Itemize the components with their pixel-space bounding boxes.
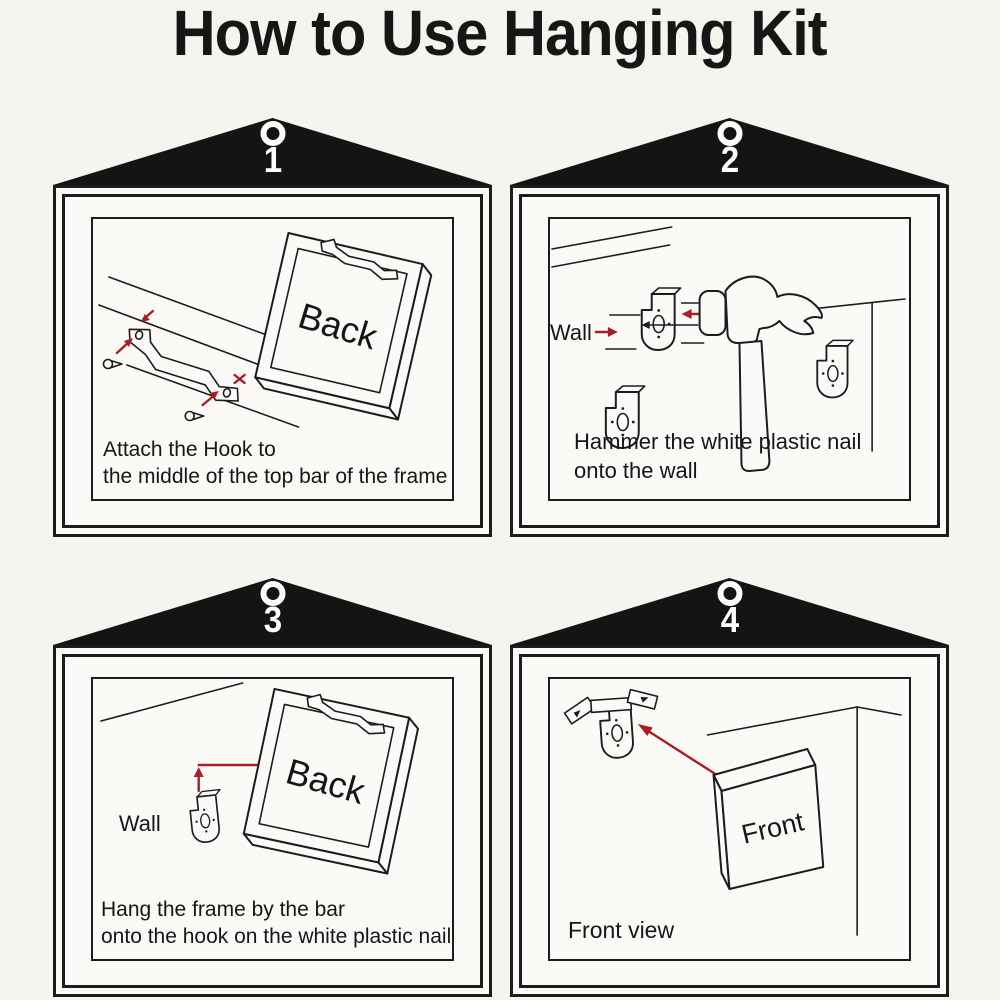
step-illustration (548, 677, 911, 961)
step-outer-box (53, 185, 492, 537)
caption-line: Attach the Hook to (103, 437, 276, 461)
plastic-nail-drawing (642, 288, 681, 350)
step-panel-2 (510, 118, 949, 537)
step-caption (574, 427, 861, 485)
page-title-wrap (0, 0, 1000, 70)
step-inner-box (519, 654, 940, 988)
step-roof-banner (53, 578, 492, 645)
step-inner-box (62, 654, 483, 988)
step-roof-banner (510, 118, 949, 185)
page-title: How to Use Hanging Kit (172, 0, 828, 69)
step-number: 4 (720, 599, 739, 640)
plastic-nail-drawing (817, 340, 853, 397)
caption-line: onto the hook on the white plastic nail (101, 925, 452, 949)
wall-label: Wall (550, 319, 592, 346)
step-outer-box (53, 645, 492, 997)
caption-line: Hang the frame by the bar (101, 897, 345, 921)
step-roof-banner (53, 118, 492, 185)
step-panel-4 (510, 578, 949, 997)
step-caption (101, 896, 451, 951)
wall-line (101, 683, 243, 721)
step-illustration (548, 217, 911, 501)
caption-line: onto the wall (574, 457, 698, 483)
hook-nail-assembly-drawing (563, 688, 661, 762)
step-caption (568, 915, 674, 945)
step-panel-3 (53, 578, 492, 997)
wall-label: Wall (118, 810, 161, 837)
screw-icon (185, 412, 203, 421)
step-number: 1 (263, 139, 282, 180)
step-number: 3 (263, 599, 282, 640)
frame-back-drawing (253, 229, 434, 419)
screw-icon (103, 360, 121, 369)
step-illustration (91, 217, 454, 501)
step-illustration (91, 677, 454, 961)
red-hammer-arrow (682, 309, 702, 319)
plastic-nail-drawing (188, 790, 225, 844)
step-inner-box (62, 194, 483, 528)
step-number: 2 (720, 139, 739, 180)
frame-back-label: Back (293, 294, 383, 358)
red-wall-arrow (596, 327, 618, 337)
step-roof-banner (510, 578, 949, 645)
frame-front-drawing (714, 749, 824, 889)
frame-back-drawing (242, 685, 421, 873)
step-outer-box (510, 185, 949, 537)
caption-line: Hammer the white plastic nail (574, 428, 862, 454)
frame-front-label: Front (738, 806, 807, 850)
caption-line: Front view (568, 916, 675, 943)
step-outer-box (510, 645, 949, 997)
step-panel-1 (53, 118, 492, 537)
step-caption (103, 436, 447, 491)
step-inner-box (519, 194, 940, 528)
frame-back-label: Back (281, 750, 370, 812)
caption-line: the middle of the top bar of the frame (103, 465, 448, 489)
